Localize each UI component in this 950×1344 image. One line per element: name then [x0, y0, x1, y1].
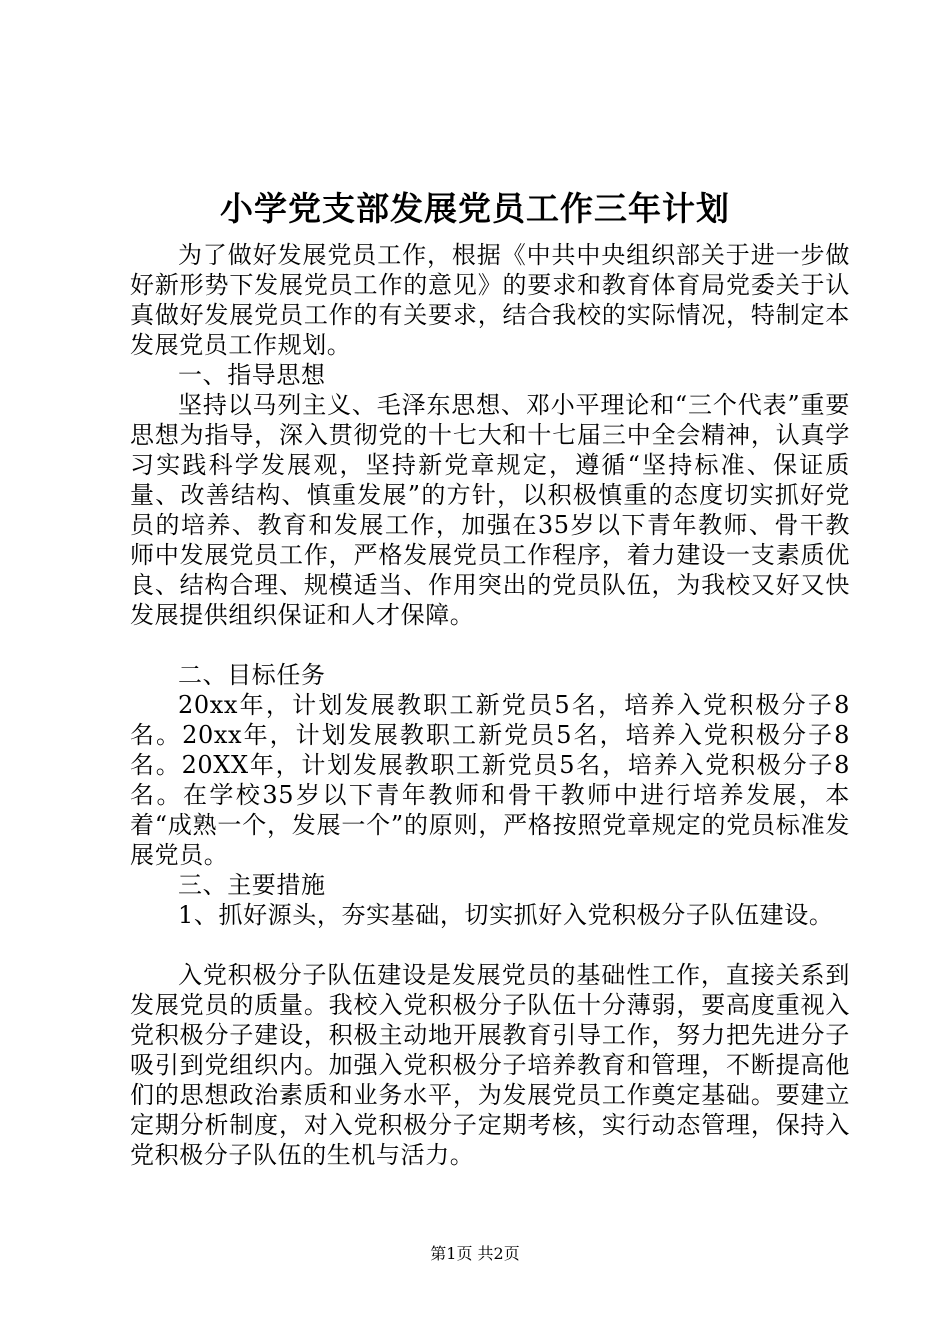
guiding-ideology-paragraph: 坚持以马列主义、毛泽东思想、邓小平理论和“三个代表”重要思想为指导，深入贯彻党的十七大和十七届三中全会精神，认真学习实践科学发展观，坚持新党章规定，遵循“坚持标准、保证质量、改善结构、慎重发展”的方针，以积极慎重的态度切实抓好党员的培养、教育和发展工作，加强在35岁以下青年教师、骨干教师中发展党员工作，严格发展党员工作程序，着力建设一支素质优良、结构合理、规模适当、作用突出的党员队伍，为我校又好又快发展提供组织保证和人才保障。 — [130, 391, 850, 629]
measure-1-heading: 1、抓好源头，夯实基础，切实抓好入党积极分子队伍建设。 — [178, 901, 834, 929]
document-body — [130, 240, 850, 1170]
section-heading-measures: 三、主要措施 — [178, 871, 326, 899]
paragraph-gap — [130, 630, 850, 660]
page-number-footer: 第1页 共2页 — [430, 1244, 520, 1263]
intro-paragraph: 为了做好发展党员工作，根据《中共中央组织部关于进一步做好新形势下发展党员工作的意见》的要求和教育体育局党委关于认真做好发展党员工作的有关要求，结合我校的实际情况，特制定本发展党员工作规划。 — [130, 241, 850, 359]
document-title: 小学党支部发展党员工作三年计划 — [220, 189, 730, 228]
paragraph-gap — [130, 930, 850, 960]
measure-1-paragraph: 入党积极分子队伍建设是发展党员的基础性工作，直接关系到发展党员的质量。我校入党积极分子队伍十分薄弱，要高度重视入党积极分子建设，积极主动地开展教育引导工作，努力把先进分子吸引到党组织内。加强入党积极分子培养教育和管理，不断提高他们的思想政治素质和业务水平，为发展党员工作奠定基础。要建立定期分析制度，对入党积极分子定期考核，实行动态管理，保持入党积极分子队伍的生机与活力。 — [130, 961, 850, 1169]
section-heading-targets: 二、目标任务 — [178, 661, 326, 689]
targets-paragraph: 20xx年，计划发展教职工新党员5名，培养入党积极分子8名。20xx年，计划发展教职工新党员5名，培养入党积极分子8名。20XX年，计划发展教职工新党员5名，培养入党积极分子8名。在学校35岁以下青年教师和骨干教师中进行培养发展，本着“成熟一个，发展一个”的原则，严格按照党章规定的党员标准发展党员。 — [130, 691, 850, 869]
section-heading-guiding-ideology: 一、指导思想 — [178, 361, 326, 389]
